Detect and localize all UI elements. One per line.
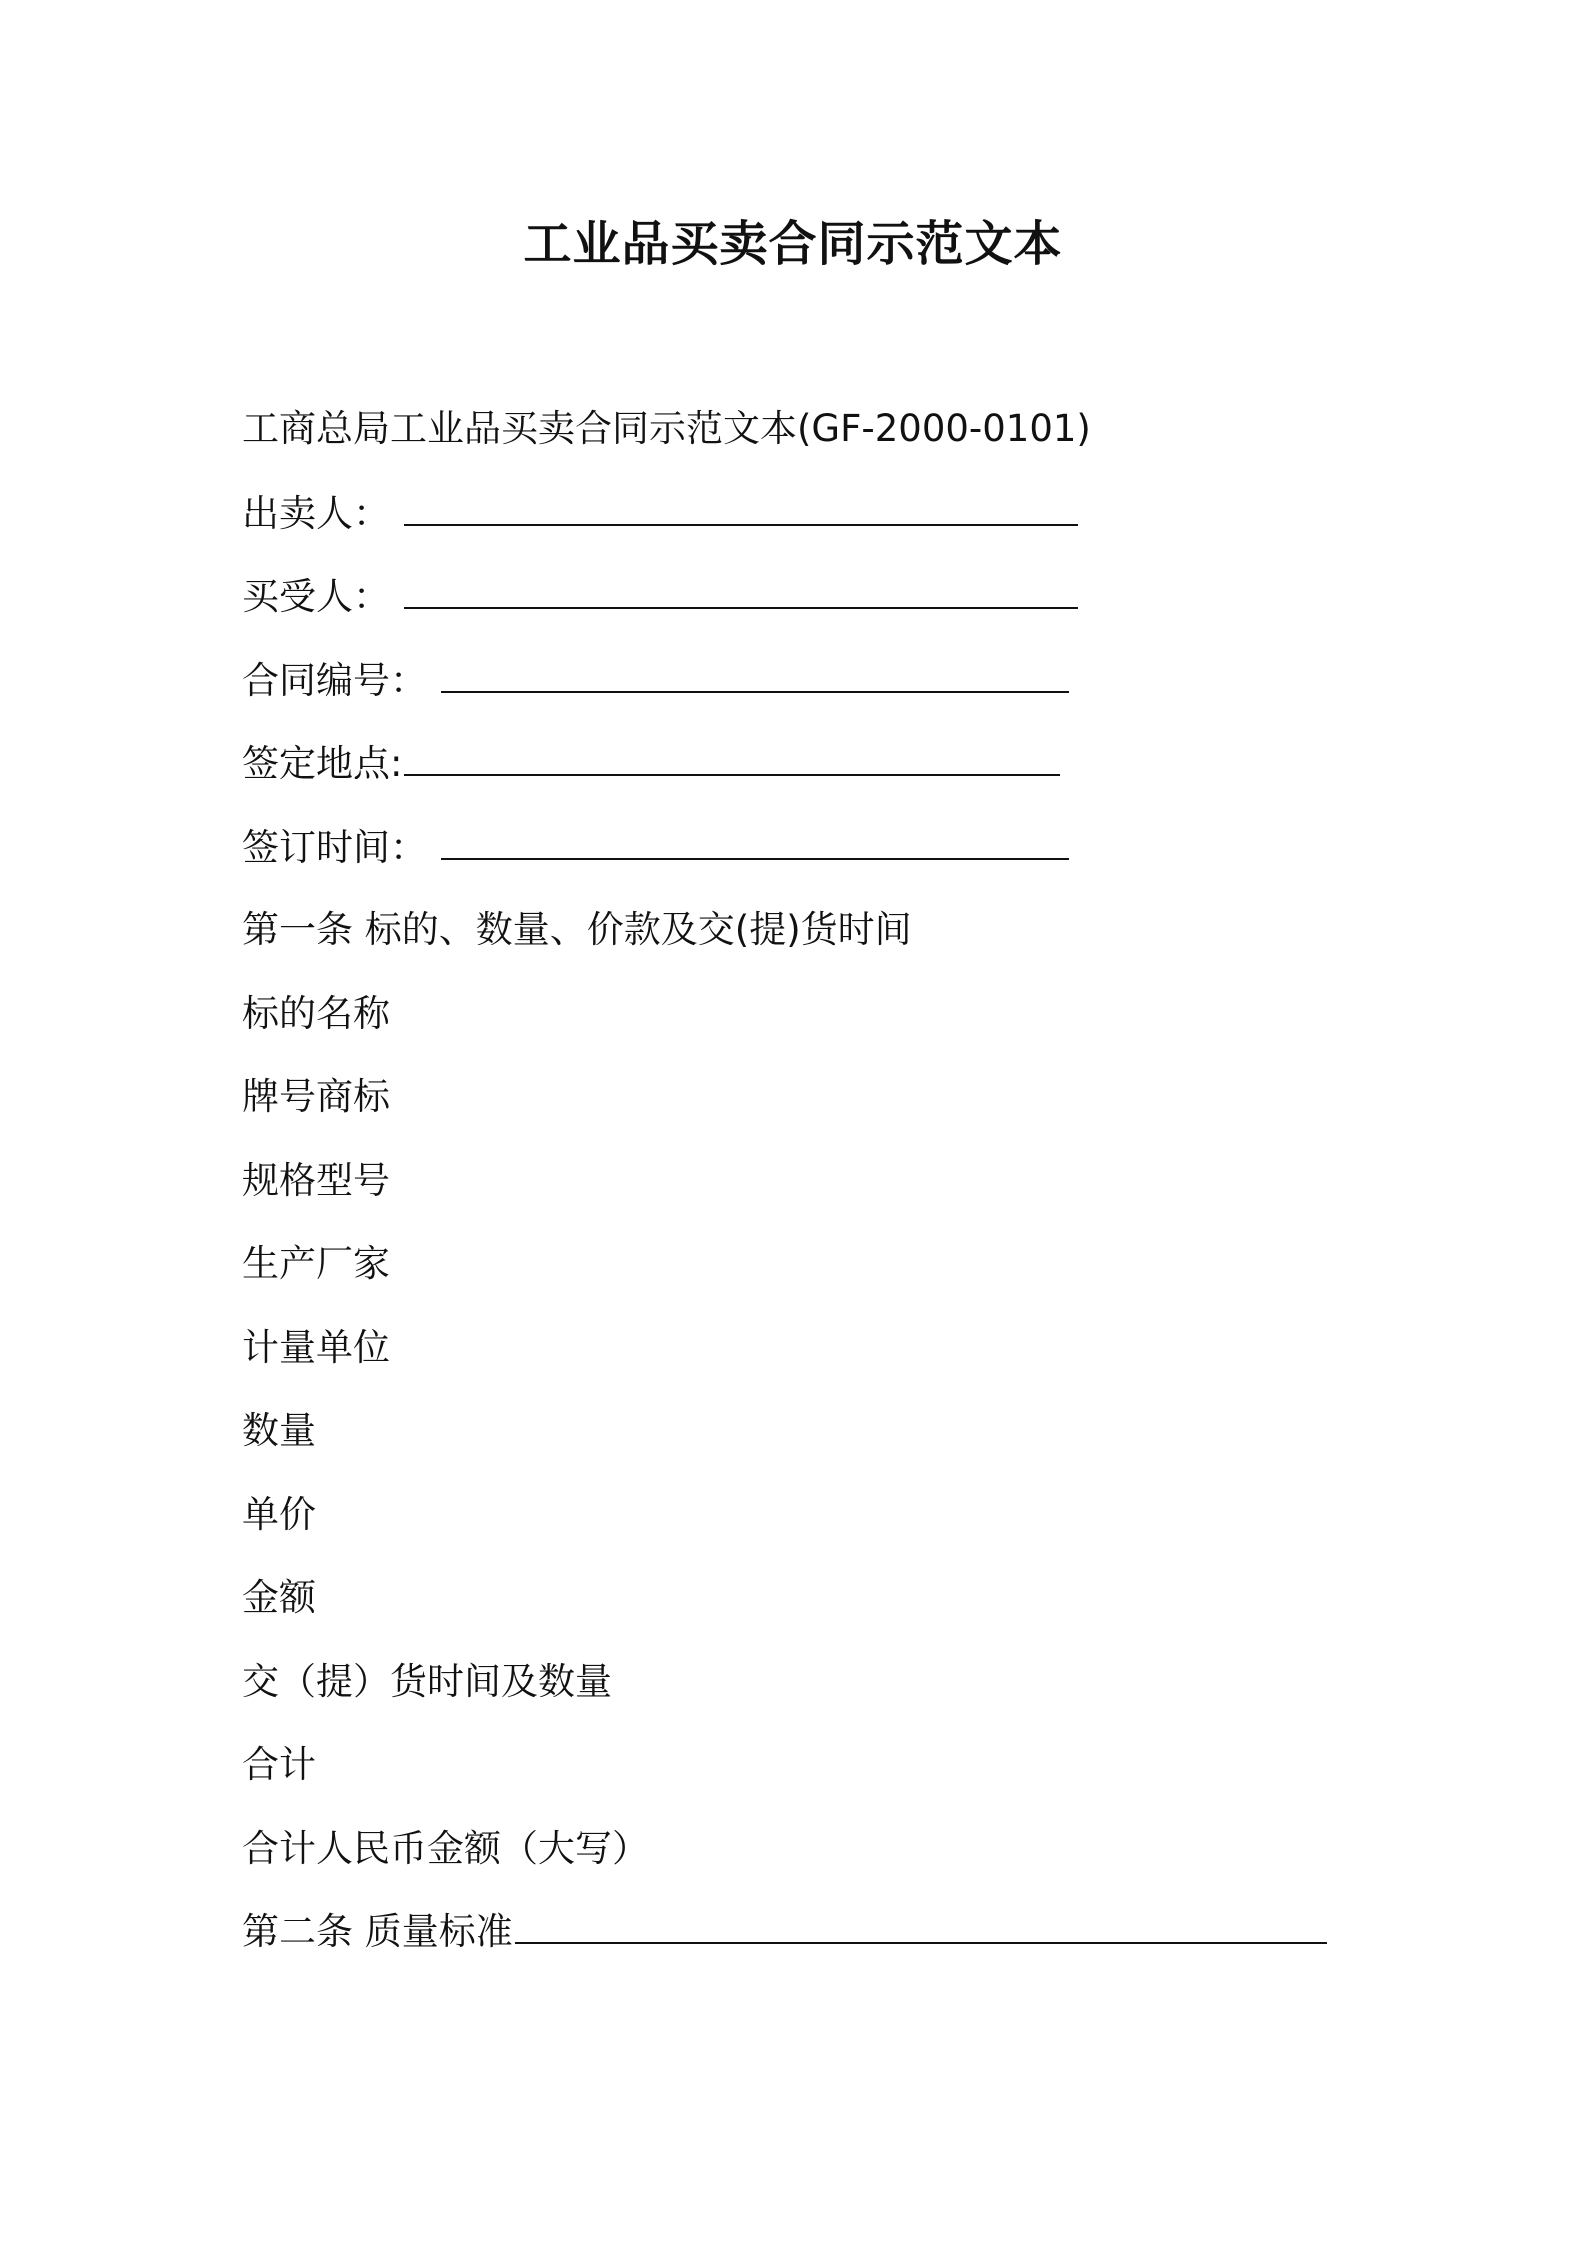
field-signing-time-blank: [441, 822, 1069, 860]
field-buyer: [242, 571, 1442, 620]
field-signing-time: [242, 822, 1442, 871]
field-buyer-blank: [404, 571, 1078, 609]
item-amount: 金额: [242, 1576, 316, 1619]
item-total-rmb-uppercase: 合计人民币金额（大写）: [242, 1826, 649, 1870]
article-1-heading: 第一条 标的、数量、价款及交(提)货时间: [242, 908, 912, 951]
field-seller: [242, 488, 1442, 537]
item-quantity: 数量: [242, 1409, 316, 1452]
item-delivery-time-quantity: 交（提）货时间及数量: [242, 1659, 612, 1703]
document-body: [242, 404, 1442, 1991]
item-spec-model: 规格型号: [242, 1158, 390, 1202]
field-signing-time-label: 签订时间：: [242, 825, 427, 869]
item-brand-trademark: 牌号商标: [242, 1075, 390, 1118]
field-signing-place: [242, 738, 1442, 787]
item-unit: 计量单位: [242, 1325, 390, 1369]
item-subject-name: 标的名称: [242, 991, 390, 1035]
field-contract-number-label: 合同编号：: [242, 658, 427, 702]
article-2-rule: [515, 1918, 1327, 1944]
item-unit-price: 单价: [242, 1492, 316, 1536]
item-total: 合计: [242, 1743, 316, 1786]
field-seller-blank: [404, 488, 1078, 526]
field-contract-number: [242, 655, 1442, 704]
field-signing-place-label: 签定地点:: [242, 742, 403, 785]
field-buyer-label: 买受人：: [242, 575, 390, 618]
article-2-heading-text: 第二条 质量标准: [242, 1910, 513, 1953]
field-seller-label: 出卖人：: [242, 491, 390, 535]
item-manufacturer: 生产厂家: [242, 1242, 390, 1285]
document-subtitle: 工商总局工业品买卖合同示范文本(GF-2000-0101): [242, 407, 1091, 450]
document-title: 工业品买卖合同示范文本: [523, 216, 1063, 272]
field-signing-place-blank: [404, 738, 1060, 776]
field-contract-number-blank: [441, 655, 1069, 693]
article-2-heading: [242, 1907, 1442, 1956]
